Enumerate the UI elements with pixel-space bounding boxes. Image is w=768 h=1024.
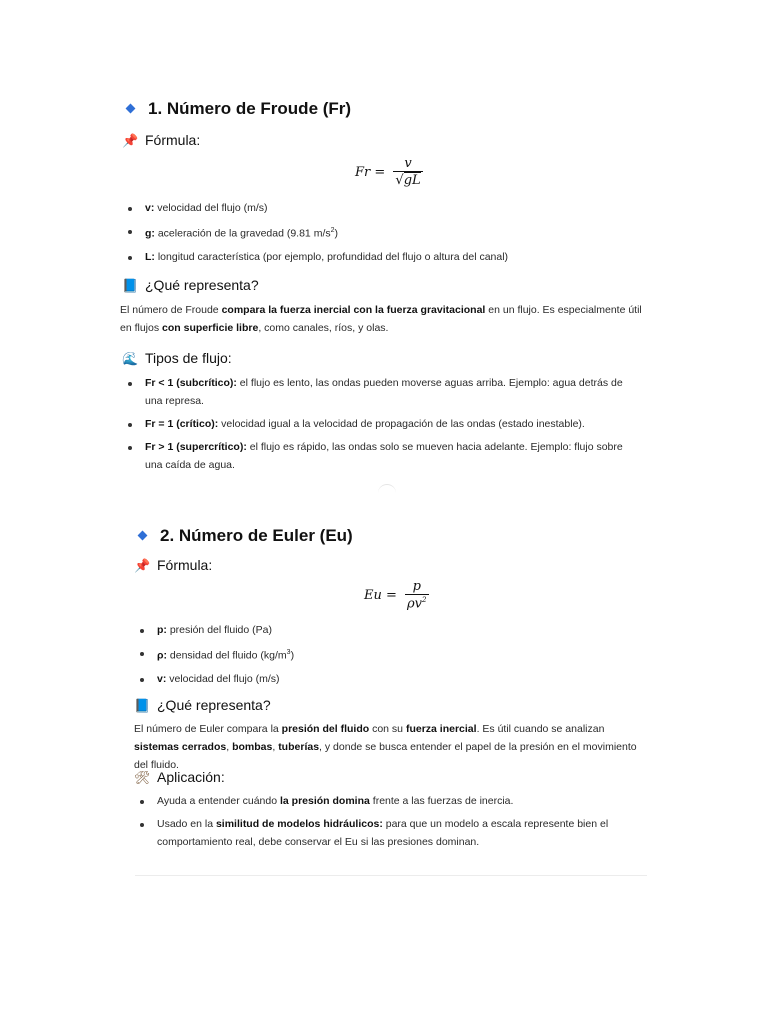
euler-represents-paragraph: [134, 720, 649, 774]
froude-formula-numerator: v: [404, 156, 412, 171]
list-item: [125, 199, 645, 217]
pushpin-icon: 📌: [134, 558, 151, 573]
froude-formula-heading-text: Fórmula:: [145, 132, 201, 148]
application-text: Ayuda a entender cuándo: [157, 795, 280, 807]
euler-formula-den-text: ρv: [407, 596, 423, 612]
list-item: [125, 415, 640, 433]
application-text: para que un modelo a escala represente bien el comportamiento real, debe conservar el Eu si las presiones dominan.: [157, 818, 609, 848]
variable-key: ρ:: [157, 649, 167, 662]
paragraph-text: El número de Froude: [120, 304, 222, 316]
froude-formula-denominator: [393, 171, 422, 188]
paragraph-bold: presión del fluido: [281, 723, 370, 735]
paragraph-bold: compara la fuerza inercial con la fuerza gravitacional: [221, 304, 486, 316]
paragraph-text: El número de Euler compara la: [134, 723, 282, 735]
froude-types-heading-text: Tipos de flujo:: [145, 350, 232, 366]
variable-text: aceleración de la gravedad (9.81 m/s: [154, 227, 331, 240]
type-key: Fr > 1 (supercrítico):: [145, 441, 247, 453]
variable-text: velocidad del flujo (m/s): [154, 202, 268, 214]
paragraph-text: . Es útil cuando se analizan: [476, 723, 605, 735]
variable-tail: ): [334, 227, 339, 240]
hammer-wrench-icon: 🛠: [134, 770, 151, 785]
froude-title: [127, 99, 351, 119]
euler-formula-denominator: [405, 594, 428, 611]
froude-formula-fraction: [393, 156, 422, 188]
euler-title-text: 2. Número de Euler (Eu): [160, 526, 353, 545]
variable-text: longitud característica (por ejemplo, profundidad del flujo o altura del canal): [154, 250, 509, 263]
euler-application-list: [137, 792, 632, 856]
euler-formula-heading: [134, 557, 212, 574]
loading-spinner: [378, 484, 396, 494]
application-bold: la presión domina: [280, 795, 370, 807]
list-item: [137, 792, 632, 810]
variable-tail: ): [290, 649, 295, 662]
blue-diamond-icon: [138, 531, 148, 541]
list-item: [125, 438, 640, 474]
froude-title-text: 1. Número de Froude (Fr): [148, 99, 352, 118]
froude-formula-radicand: gL: [403, 173, 421, 188]
euler-variables-list: [137, 621, 637, 693]
application-bold: similitud de modelos hidráulicos:: [215, 818, 383, 830]
euler-formula-den-sup: 2: [422, 596, 427, 604]
type-key: Fr = 1 (crítico):: [145, 418, 219, 430]
type-text: el flujo es lento, las ondas pueden moverse aguas arriba. Ejemplo: agua detrás de una represa.: [145, 377, 623, 407]
pushpin-icon: 📌: [122, 133, 139, 148]
froude-types-heading: [122, 350, 232, 367]
list-item: [125, 222, 645, 243]
variable-text: presión del fluido (Pa): [166, 624, 272, 636]
euler-formula-lhs: Eu =: [364, 587, 397, 603]
froude-represents-paragraph: [120, 301, 645, 337]
blue-book-icon: 📘: [122, 278, 139, 293]
variable-key: v:: [145, 202, 155, 214]
paragraph-bold: bombas: [232, 741, 273, 753]
froude-formula-heading: [122, 132, 200, 149]
variable-superscript: 2: [330, 227, 335, 234]
froude-types-list: [125, 374, 640, 479]
froude-represents-heading-text: ¿Qué representa?: [145, 277, 259, 293]
paragraph-bold: fuerza inercial: [405, 723, 477, 735]
blue-diamond-icon: [126, 104, 136, 114]
sqrt-symbol: √: [395, 173, 404, 188]
application-text: frente a las fuerzas de inercia.: [369, 795, 514, 807]
euler-formula-heading-text: Fórmula:: [157, 557, 213, 573]
type-text: el flujo es rápido, las ondas solo se mueven hacia adelante. Ejemplo: flujo sobre una caída de agua.: [145, 441, 623, 471]
froude-variables-list: [125, 199, 645, 271]
type-text: velocidad igual a la velocidad de propagación de las ondas (estado inestable).: [218, 418, 585, 430]
euler-formula-numerator: p: [412, 579, 421, 594]
paragraph-text: , como canales, ríos, y olas.: [258, 322, 389, 334]
paragraph-text: con su: [369, 723, 406, 735]
paragraph-text: ,: [272, 741, 279, 753]
euler-represents-heading: [134, 697, 271, 714]
list-item: [137, 644, 637, 665]
application-text: Usado en la: [157, 818, 216, 830]
variable-key: L:: [145, 250, 155, 263]
paragraph-text: ,: [226, 741, 233, 753]
variable-key: p:: [157, 624, 167, 636]
euler-application-heading: [134, 769, 225, 786]
list-item: [137, 815, 632, 851]
paragraph-text: , y donde se busca entender el papel de la presión en el movimiento del fluido.: [134, 741, 637, 771]
variable-key: v:: [157, 672, 167, 685]
blue-book-icon: 📘: [134, 698, 151, 713]
paragraph-bold: tuberías: [278, 741, 320, 753]
variable-key: g:: [145, 227, 155, 240]
section-divider: [135, 875, 647, 876]
froude-formula-lhs: Fr =: [355, 164, 386, 180]
paragraph-text: en un flujo. Es especialmente útil en flujos: [120, 304, 642, 334]
type-key: Fr < 1 (subcrítico):: [145, 377, 237, 389]
froude-formula: [355, 156, 423, 188]
variable-superscript: 3: [286, 649, 291, 656]
list-item: [125, 248, 645, 266]
list-item: [137, 621, 637, 639]
euler-application-heading-text: Aplicación:: [157, 769, 225, 785]
euler-represents-heading-text: ¿Qué representa?: [157, 697, 271, 713]
wave-icon: 🌊: [122, 351, 139, 366]
paragraph-bold: sistemas cerrados: [134, 741, 227, 753]
variable-text: velocidad del flujo (m/s): [166, 672, 280, 685]
euler-formula: [364, 579, 429, 611]
froude-represents-heading: [122, 277, 259, 294]
list-item: [137, 670, 637, 688]
variable-text: densidad del fluido (kg/m: [167, 649, 287, 662]
paragraph-bold: con superficie libre: [162, 322, 259, 334]
euler-formula-fraction: [405, 579, 428, 611]
euler-title: [139, 526, 353, 546]
list-item: [125, 374, 640, 410]
